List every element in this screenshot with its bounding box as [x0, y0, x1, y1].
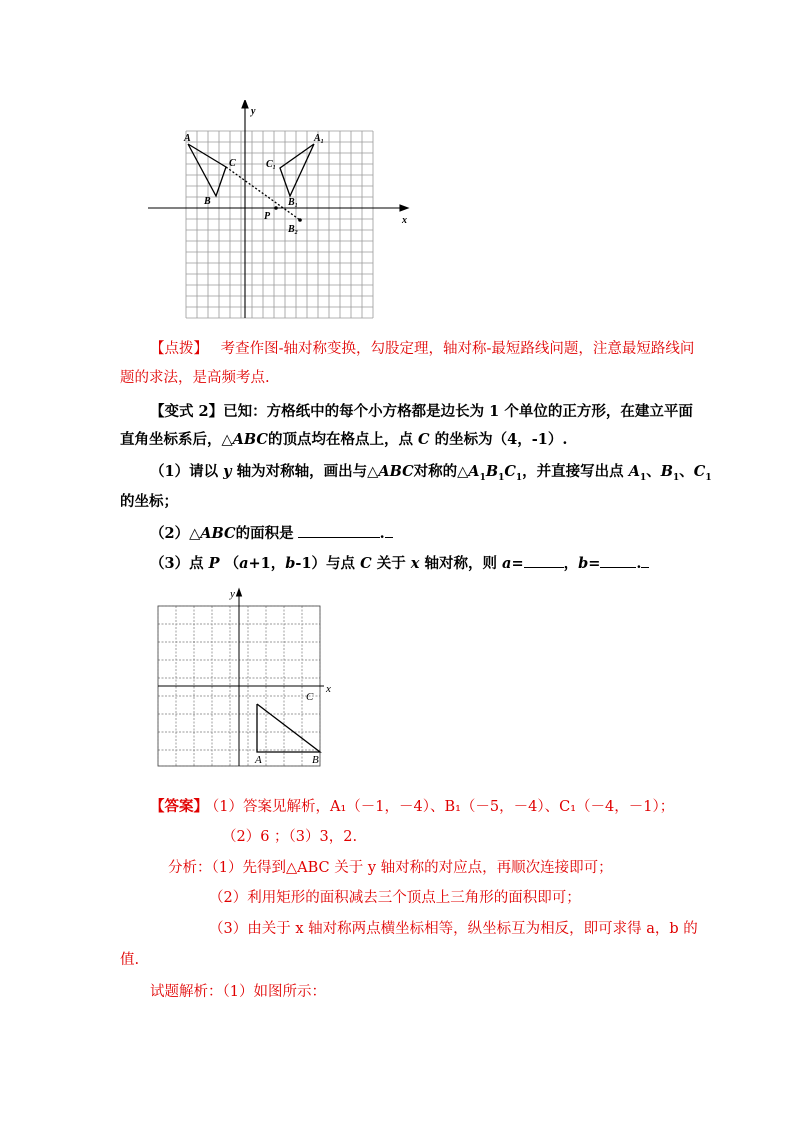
tip-line-2: 题的求法，是高频考点. — [120, 370, 270, 386]
variant-line-2: 直角坐标系后，△ABC的顶点均在格点上，点 C 的坐标为（4，-1）. — [120, 431, 568, 448]
fig2-label-a: A — [255, 754, 262, 766]
fig1-label-p: P — [264, 211, 271, 222]
answer-blank-area[interactable] — [298, 523, 370, 538]
answer-line-2: （2）6 ；（3）3，2. — [222, 829, 358, 845]
fig1-label-a1: $A_1$ — [314, 133, 324, 145]
fig2-label-x: x — [326, 683, 331, 695]
point-b2 — [298, 218, 302, 222]
question-1-line-2: 的坐标； — [120, 493, 178, 510]
analysis-line-2: （2）利用矩形的面积减去三个顶点上三角形的面积即可； — [209, 890, 581, 906]
tip-tag: 【点拨】 — [150, 341, 208, 357]
fig2-label-b: B — [312, 754, 319, 766]
point-p — [274, 206, 278, 210]
figure-grid-triangle-abc — [152, 586, 342, 772]
question-2: （2）△ABC的面积是 . — [150, 523, 393, 544]
analysis-line-4: 值. — [120, 952, 140, 968]
tip-text-1: 考查作图-轴对称变换，勾股定理，轴对称-最短路线问题，注意最短路线问 — [220, 341, 695, 357]
fig1-label-b2: $B_2$ — [288, 224, 298, 236]
triangle-abc-2 — [257, 704, 320, 752]
fig1-label-y: y — [251, 106, 256, 117]
answer-blank-b[interactable] — [600, 553, 636, 568]
analysis-line-3: （3）由关于 x 轴对称两点横坐标相等，纵坐标互为相反，即可求得 a，b 的 — [209, 921, 698, 937]
fig1-label-c1: $C_1$ — [266, 159, 276, 171]
answer-blank-a[interactable] — [524, 553, 564, 568]
fig1-label-c: C — [229, 158, 236, 169]
triangle-abc-1 — [188, 144, 314, 196]
variant-line-1: 【变式 2】已知：方格纸中的每个小方格都是边长为 1 个单位的正方形，在建立平面 — [150, 403, 693, 420]
fig1-label-x: x — [402, 215, 407, 226]
question-1-line-1: （1）请以 y 轴为对称轴，画出与△ABC对称的$\triangle A_1B_1C_1$，并直接写出点 $A_1$、$B_1$、$C_1$ — [150, 463, 712, 483]
answer-line-1: 【答案】 （1）答案见解析，A₁（－1，－4）、B₁（－5，－4）、C₁（－4，－1）； — [150, 798, 675, 815]
variant-tag: 【变式 2】 — [150, 403, 224, 420]
fig1-label-b1: $B_1$ — [288, 197, 298, 209]
answer-tag: 【答案】 — [150, 798, 208, 815]
axes-2 — [158, 589, 324, 766]
question-3: （3）点 P （a+1，b-1）与点 C 关于 x 轴对称，则 a= ，b= . — [150, 553, 649, 574]
figure-axis-symmetry-shortest-path — [148, 100, 418, 322]
fig1-label-a: A — [184, 133, 191, 144]
tip-line-1 — [150, 339, 694, 359]
analysis-line-1: 分析：（1）先得到△ABC 关于 y 轴对称的对应点，再顺次连接即可； — [168, 860, 613, 876]
fig1-label-b: B — [204, 196, 211, 207]
solution-line-1: 试题解析：（1）如图所示： — [150, 984, 326, 1000]
fig2-label-y: y — [230, 588, 235, 600]
fig2-label-c: C — [306, 691, 314, 703]
